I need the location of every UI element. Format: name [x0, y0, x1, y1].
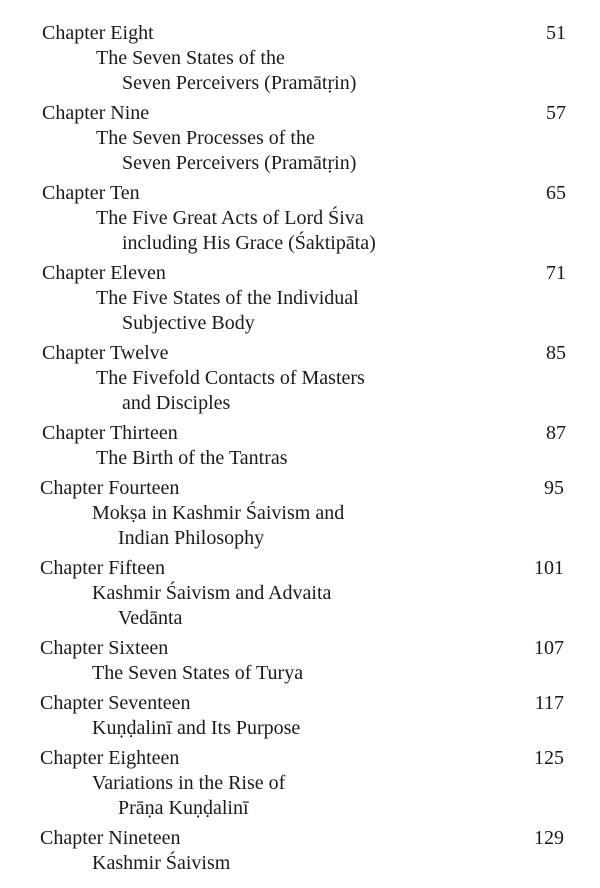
chapter-heading: Chapter Thirteen — [42, 422, 178, 444]
chapter-heading: Chapter Sixteen — [40, 637, 169, 659]
chapter-heading: Chapter Seventeen — [40, 692, 191, 714]
page-number: 65 — [546, 182, 566, 204]
chapter-heading: Chapter Eleven — [42, 262, 166, 284]
chapter-title-line: Vedānta — [118, 607, 183, 629]
toc-entry — [0, 476, 600, 551]
toc-entry — [0, 691, 600, 741]
toc-entry — [0, 746, 600, 821]
chapter-title-line: The Seven States of Turya — [92, 662, 304, 684]
chapter-title-line: Seven Perceivers (Pramātṛin) — [122, 72, 357, 94]
chapter-heading: Chapter Nineteen — [40, 827, 181, 849]
chapter-title-line: Mokṣa in Kashmir Śaivism and — [92, 502, 345, 524]
table-of-contents — [0, 21, 600, 881]
toc-entry — [0, 341, 600, 416]
toc-entry — [0, 181, 600, 256]
page-number: 95 — [544, 477, 564, 499]
chapter-heading: Chapter Fifteen — [40, 557, 165, 579]
chapter-heading: Chapter Fourteen — [40, 477, 180, 499]
page-number: 129 — [534, 827, 564, 849]
chapter-title-line: including His Grace (Śaktipāta) — [122, 232, 376, 254]
chapter-title-line: The Five States of the Individual — [96, 287, 359, 309]
chapter-title-line: Kuṇḍalinī and Its Purpose — [92, 717, 301, 739]
toc-entry — [0, 21, 600, 96]
chapter-heading: Chapter Twelve — [42, 342, 169, 364]
chapter-heading: Chapter Eight — [42, 22, 154, 44]
page-number: 51 — [546, 22, 566, 44]
chapter-title-line: The Five Great Acts of Lord Śiva — [96, 207, 364, 229]
chapter-title-line: The Fivefold Contacts of Masters — [96, 367, 365, 389]
chapter-title-line: Subjective Body — [122, 312, 255, 334]
toc-entry — [0, 636, 600, 686]
chapter-heading: Chapter Nine — [42, 102, 150, 124]
page-number: 71 — [546, 262, 566, 284]
page-number: 125 — [534, 747, 564, 769]
chapter-title-line: Kashmir Śaivism — [92, 852, 231, 874]
page-number: 57 — [546, 102, 566, 124]
chapter-title-line: Kashmir Śaivism and Advaita — [92, 582, 332, 604]
chapter-heading: Chapter Eighteen — [40, 747, 180, 769]
page-number: 85 — [546, 342, 566, 364]
chapter-title-line: Prāṇa Kuṇḍalinī — [118, 797, 249, 819]
chapter-heading: Chapter Ten — [42, 182, 140, 204]
page-number: 101 — [534, 557, 564, 579]
toc-entry — [0, 101, 600, 176]
chapter-title-line: Seven Perceivers (Pramātṛin) — [122, 152, 357, 174]
toc-entry — [0, 261, 600, 336]
chapter-title-line: Variations in the Rise of — [92, 772, 286, 794]
toc-entry — [0, 421, 600, 471]
page-number: 107 — [534, 637, 564, 659]
chapter-title-line: The Birth of the Tantras — [96, 447, 288, 469]
page-number: 87 — [546, 422, 566, 444]
toc-entry — [0, 826, 600, 876]
chapter-title-line: Indian Philosophy — [118, 527, 265, 549]
chapter-title-line: and Disciples — [122, 392, 231, 414]
chapter-title-line: The Seven States of the — [96, 47, 285, 69]
page-number: 117 — [534, 692, 564, 714]
chapter-title-line: The Seven Processes of the — [96, 127, 315, 149]
toc-entry — [0, 556, 600, 631]
